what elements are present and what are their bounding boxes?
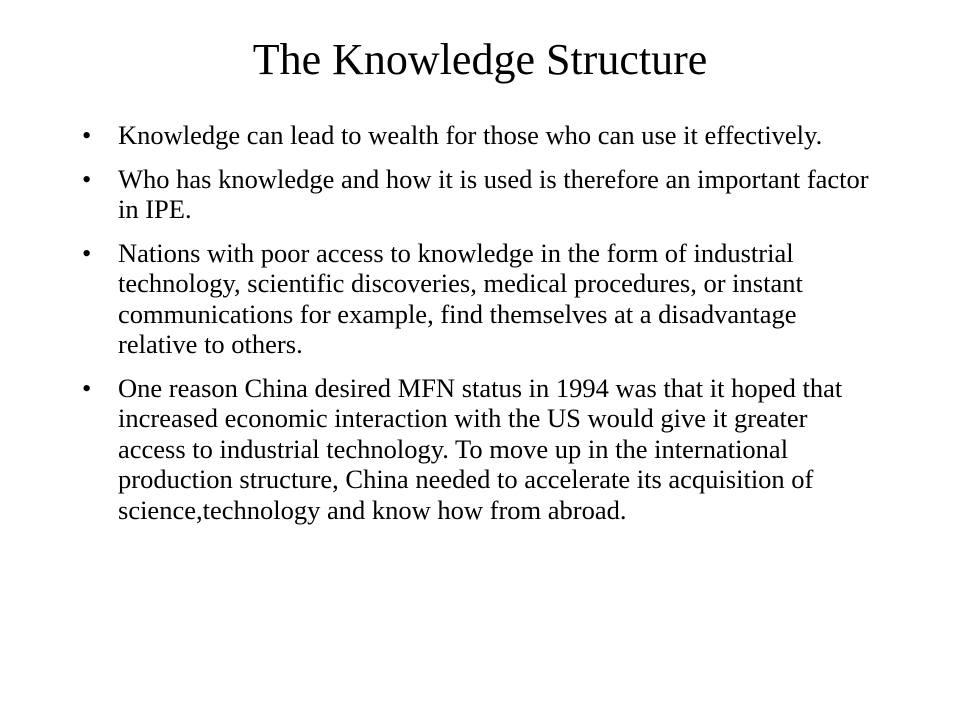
bullet-list [72,120,872,538]
bullet-text: One reason China desired MFN status in 1994 was that it hoped that increased economic interaction with the US would give it greater access to industrial technology. To move up in the international production structure, China needed to accelerate its acquisition of science,technology and know how from abroad. [118,372,843,525]
slide-title: The Knowledge Structure [252,35,708,84]
bullet-dot-icon: • [82,237,92,268]
bullet-item [72,238,872,360]
bullet-text: Nations with poor access to knowledge in the form of industrial technology, scientific discoveries, medical procedures, or instant communications for example, find themselves at a disadvantage relative to others. [118,237,803,359]
bullet-text: Who has knowledge and how it is used is therefore an important factor in IPE. [118,163,869,224]
bullet-dot-icon: • [82,120,92,150]
bullet-text: Knowledge can lead to wealth for those who can use it effectively. [118,120,823,150]
bullet-dot-icon: • [82,372,92,403]
bullet-item [72,373,872,526]
bullet-item [72,120,872,151]
bullet-dot-icon: • [82,163,92,194]
bullet-item [72,164,872,225]
